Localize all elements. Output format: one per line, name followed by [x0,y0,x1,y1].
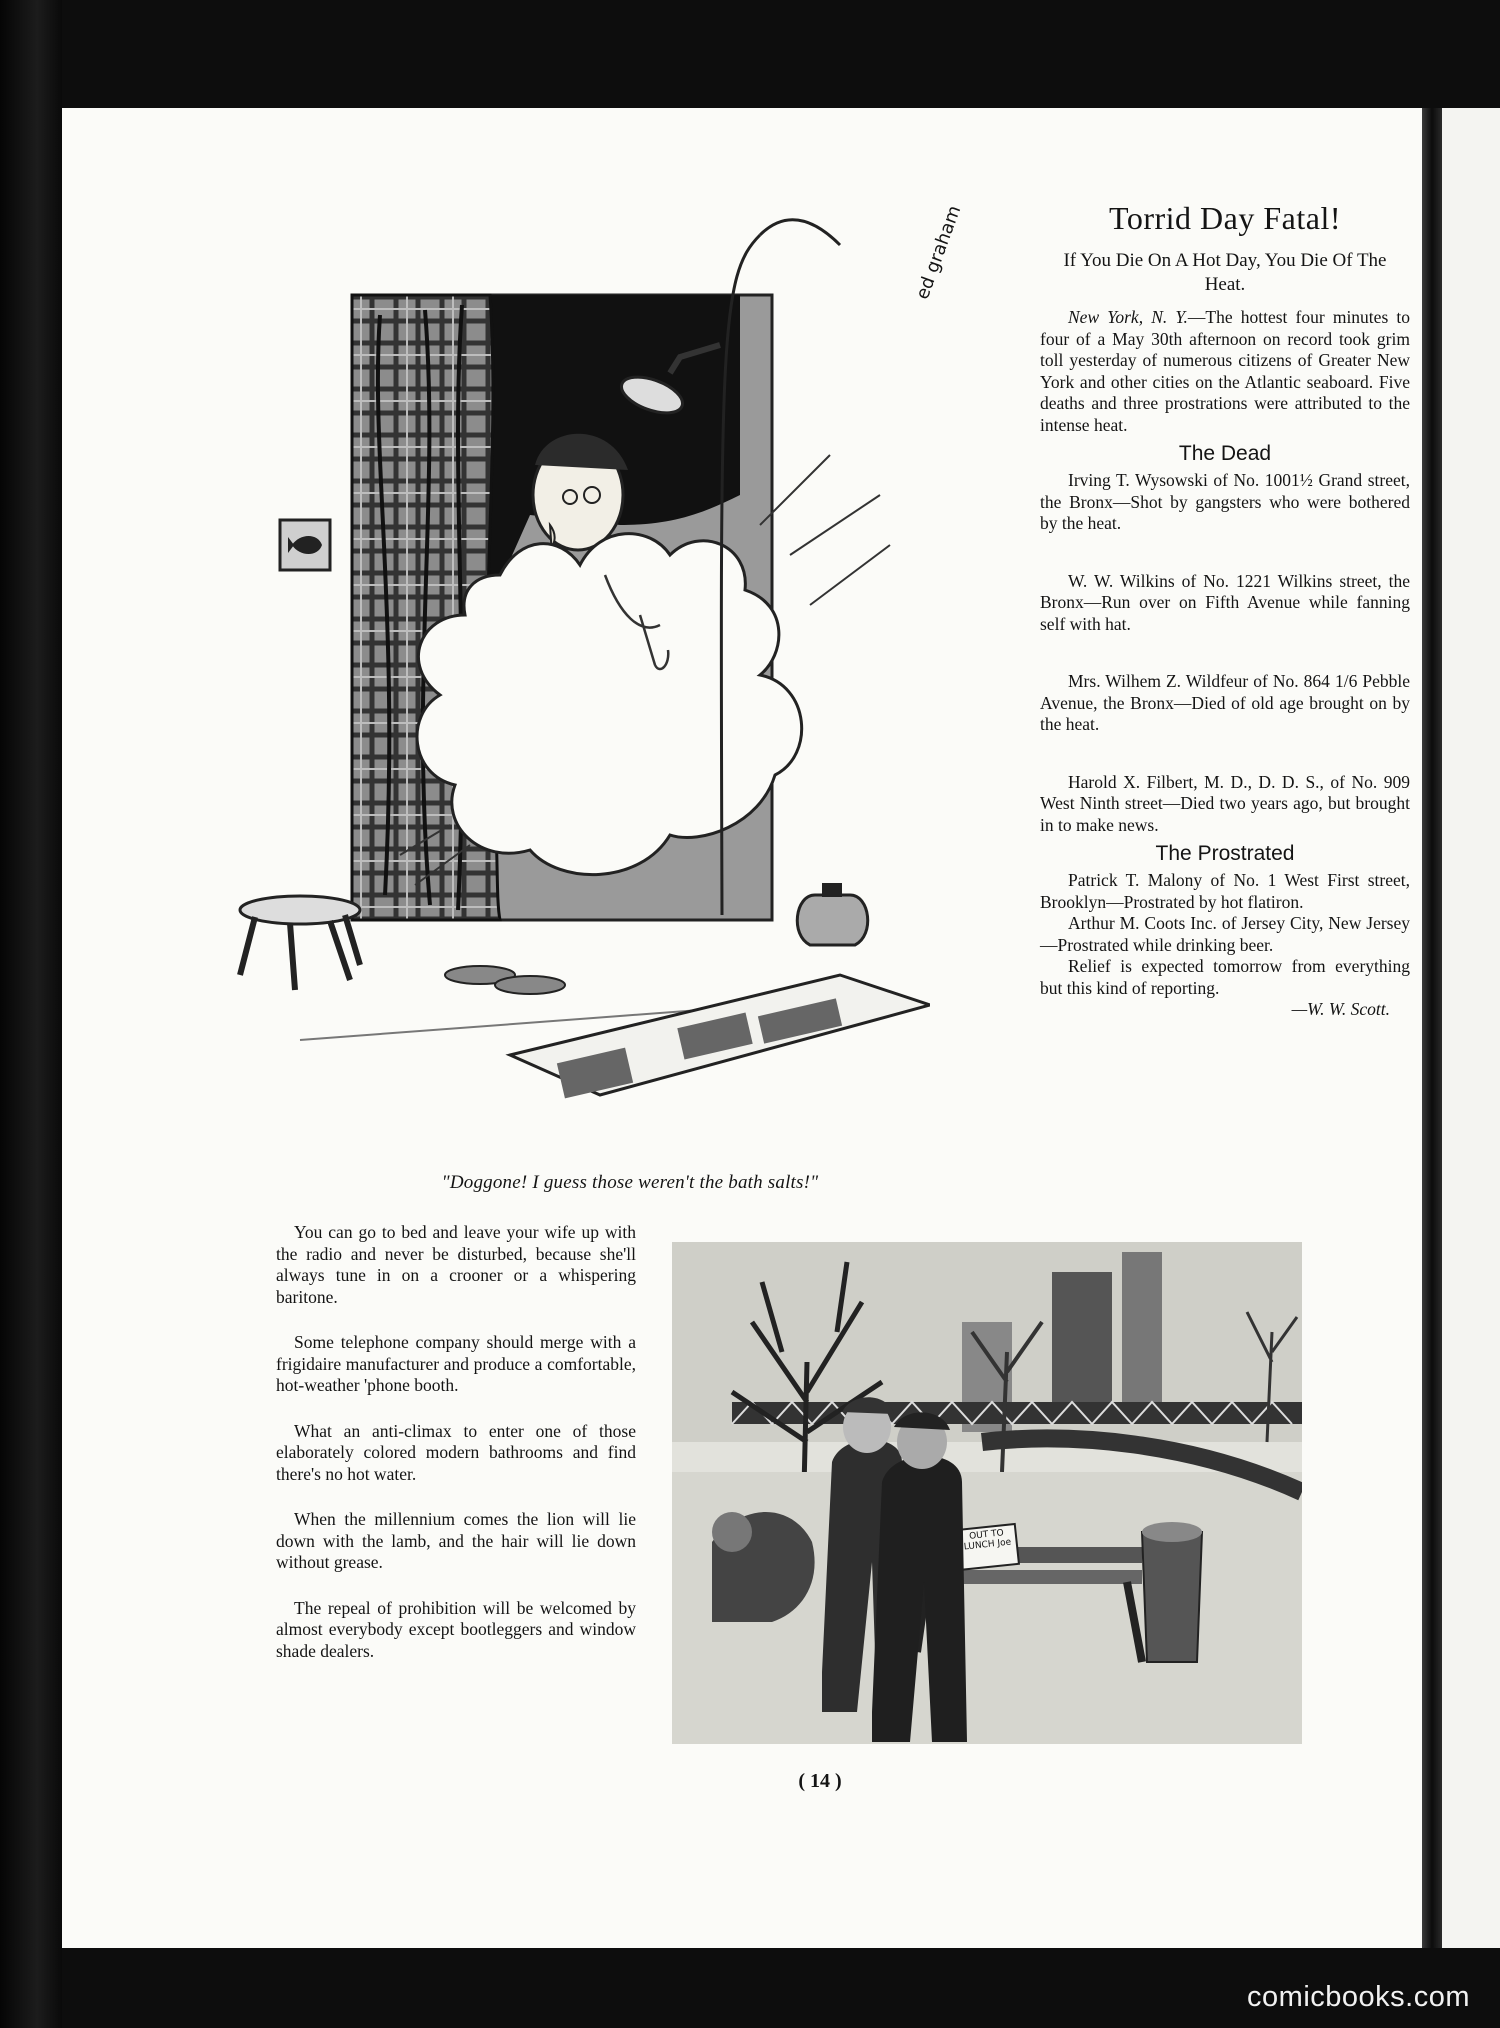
joke-paragraph: When the millennium comes the lion will lie down with the lamb, and the hair will lie down without grease. [276,1509,636,1572]
jokes-column [276,1222,636,1686]
cartoonist-signature: ed graham [912,202,966,303]
article-intro: New York, N. Y.—The hottest four minutes to four of a May 30th afternoon on record took grim toll yesterday of numerous citizens of Greater New York and other cities on the Atlantic seaboard. Five deaths and three prostrations were attributed to the intense heat. [1040,307,1410,435]
site-watermark: comicbooks.com [1247,1981,1470,2013]
dead-entry: Irving T. Wysowski of No. 1001½ Grand street, the Bronx—Shot by gangsters who were bothered by the heat. [1040,470,1410,533]
joke-paragraph: Some telephone company should merge with a frigidaire manufacturer and produce a comfortable, hot-weather 'phone booth. [276,1332,636,1395]
section-heading-prostrated: The Prostrated [1155,842,1295,865]
prostrated-entry: Arthur M. Coots Inc. of Jersey City, New Jersey—Prostrated while drinking beer. [1040,913,1410,955]
shower-cartoon [200,195,966,1170]
facing-page-edge [1442,108,1500,1948]
page-number: ( 14 ) [798,1770,842,1792]
joke-paragraph: What an anti-climax to enter one of those elaborately colored modern bathrooms and find there's no hot water. [276,1420,636,1484]
article-byline: —W. W. Scott. [1291,999,1390,1019]
article-torrid-day [1040,200,1410,1020]
article-subhead: If You Die On A Hot Day, You Die Of The Heat. [1063,250,1387,295]
article-closing: Relief is expected tomorrow from everything but this kind of reporting. [1040,956,1410,998]
dead-entry: W. W. Wilkins of No. 1221 Wilkins street, the Bronx—Run over on Fifth Avenue while fanning self with hat. [1040,570,1410,634]
joke-paragraph: The repeal of prohibition will be welcomed by almost everybody except bootleggers and window shade dealers. [276,1597,636,1661]
cartoon-caption: "Doggone! I guess those weren't the bath salts!" [441,1172,819,1193]
scan-border-left [0,0,62,2028]
joke-paragraph: You can go to bed and leave your wife up with the radio and never be disturbed, because she'll always tune in on a crooner or a whispering baritone. [276,1222,636,1307]
section-heading-dead: The Dead [1178,442,1272,465]
article-dateline: New York, N. Y. [1068,307,1188,327]
article-headline: Torrid Day Fatal! [1109,200,1341,236]
bench-sign-text: OUT TO LUNCH Joe [963,1528,1012,1553]
dead-entry: Harold X. Filbert, M. D., D. D. S., of No. 909 West Ninth street—Died two years ago, but brought in to make news. [1040,771,1410,835]
book-spine [1422,108,1442,1948]
dead-entry: Mrs. Wilhem Z. Wildfeur of No. 864 1/6 Pebble Avenue, the Bronx—Died of old age brought on by the heat. [1040,671,1410,734]
park-bench-cartoon [672,1242,1302,1744]
prostrated-entry: Patrick T. Malony of No. 1 West First street, Brooklyn—Prostrated by hot flatiron. [1040,870,1410,912]
